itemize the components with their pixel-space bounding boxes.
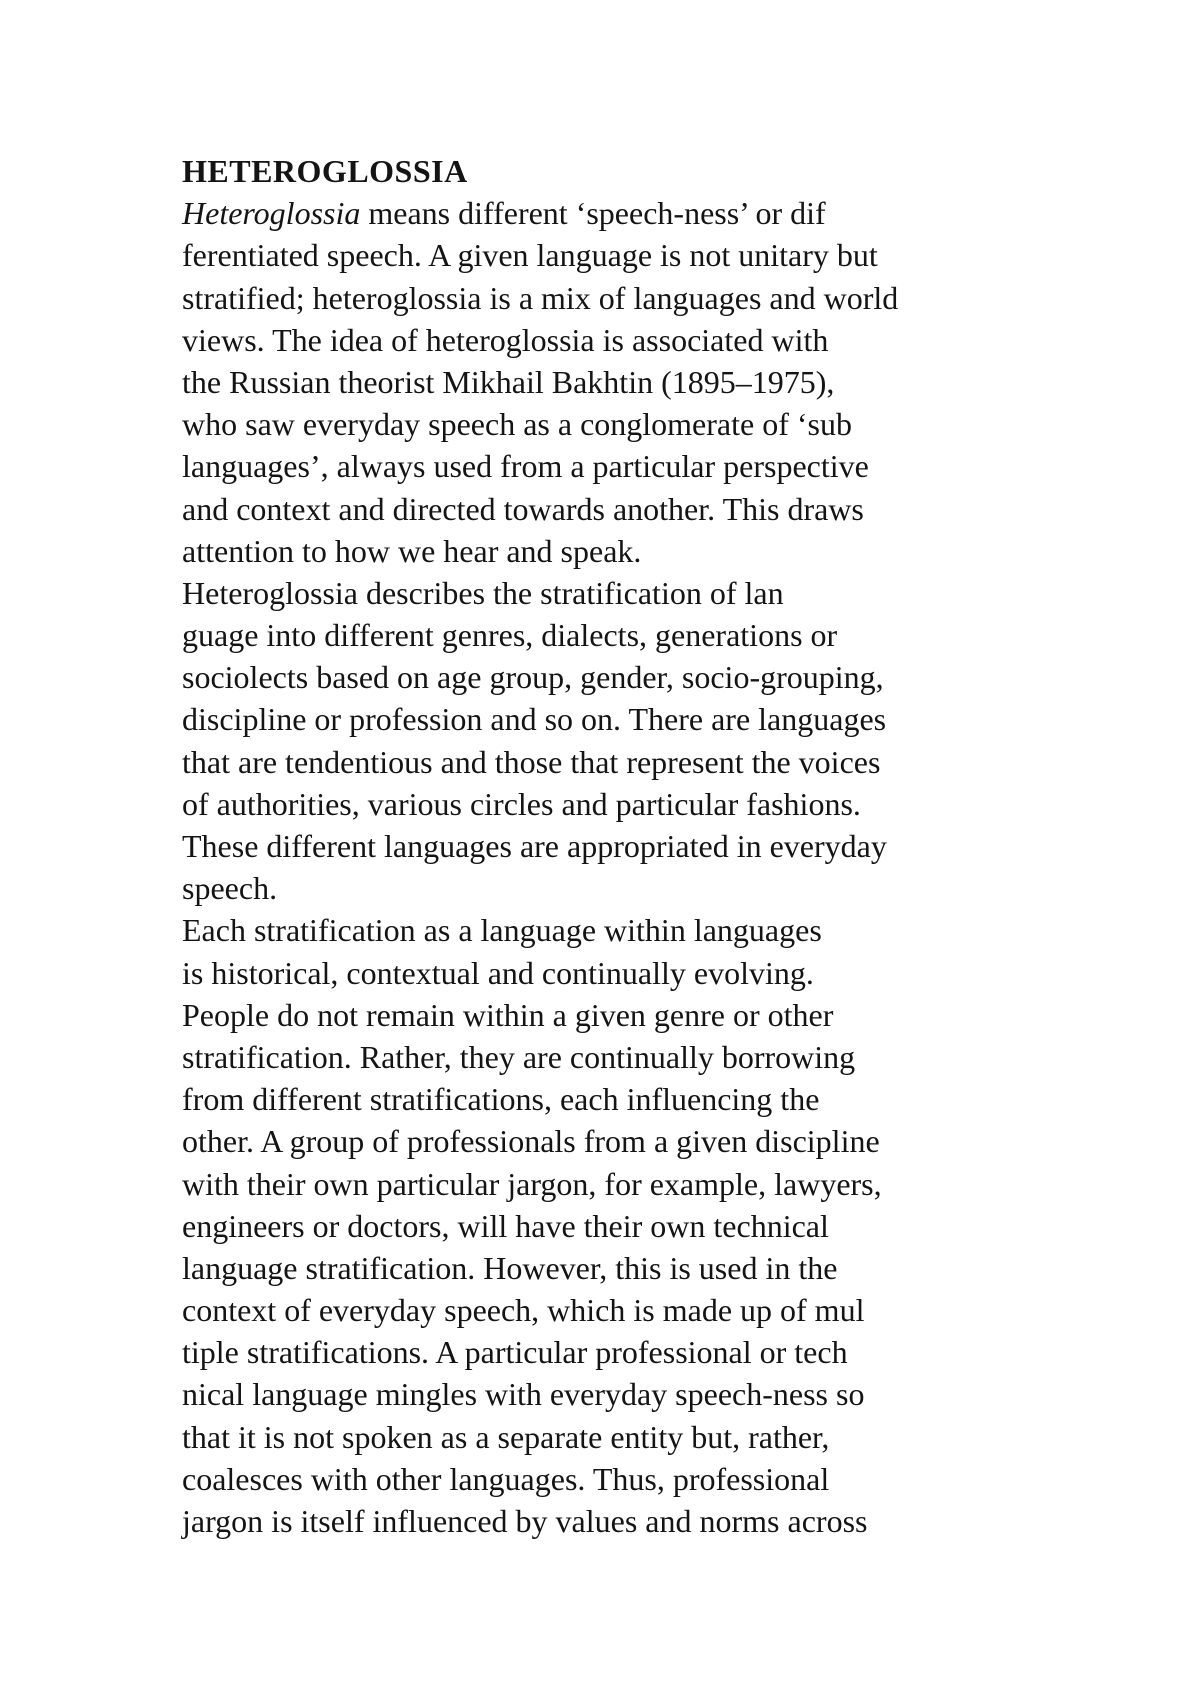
italic-term: Heteroglossia: [182, 195, 361, 232]
text-line: discipline or profession and so on. There are languages: [182, 701, 887, 738]
text-line: Heteroglossia describes the stratification of lan: [182, 574, 784, 611]
text-line: nical language mingles with everyday speech-ness so: [182, 1376, 865, 1413]
text-line: context of everyday speech, which is made up of mul: [182, 1292, 865, 1329]
article-text: [182, 150, 1082, 1542]
text-line: stratification. Rather, they are continually borrowing: [182, 1038, 856, 1075]
text-line: speech.: [182, 870, 278, 907]
text-line: from different stratifications, each influencing the: [182, 1081, 820, 1118]
text-line: and context and directed towards another. This draws: [182, 490, 864, 527]
text-line: sociolects based on age group, gender, socio-grouping,: [182, 659, 884, 696]
text-line: views. The idea of heteroglossia is associated with: [182, 321, 829, 358]
text-line: coalesces with other languages. Thus, professional: [182, 1460, 830, 1497]
text-line: [182, 192, 1082, 234]
text-line: that are tendentious and those that represent the voices: [182, 743, 881, 780]
text-line: languages’, always used from a particular perspective: [182, 448, 869, 485]
text-line: language stratification. However, this is used in the: [182, 1249, 838, 1286]
text-line: who saw everyday speech as a conglomerate of ‘sub: [182, 406, 852, 443]
text-line: tiple stratifications. A particular professional or tech: [182, 1334, 848, 1371]
text-line: ferentiated speech. A given language is not unitary but: [182, 237, 878, 274]
text-line: engineers or doctors, will have their own technical: [182, 1207, 829, 1244]
text-line: the Russian theorist Mikhail Bakhtin (1895–1975),: [182, 363, 835, 400]
entry-heading: HETEROGLOSSIA: [182, 153, 468, 189]
text-line: stratified; heteroglossia is a mix of languages and world: [182, 279, 899, 316]
text-line: jargon is itself influenced by values and norms across: [182, 1503, 868, 1539]
text-line: attention to how we hear and speak.: [182, 532, 642, 569]
text-line: guage into different genres, dialects, generations or: [182, 617, 838, 654]
text-line: with their own particular jargon, for example, lawyers,: [182, 1165, 882, 1202]
text-line: is historical, contextual and continually evolving.: [182, 954, 814, 991]
text-line: that it is not spoken as a separate entity but, rather,: [182, 1418, 830, 1455]
text-line: These different languages are appropriated in everyday: [182, 828, 887, 864]
text-line: of authorities, various circles and particular fashions.: [182, 785, 861, 822]
text-line-rest: means different ‘speech-ness’ or dif: [360, 195, 826, 232]
text-line: other. A group of professionals from a given discipline: [182, 1123, 880, 1160]
text-line: People do not remain within a given genre or other: [182, 996, 834, 1033]
text-line: Each stratification as a language within languages: [182, 912, 822, 949]
